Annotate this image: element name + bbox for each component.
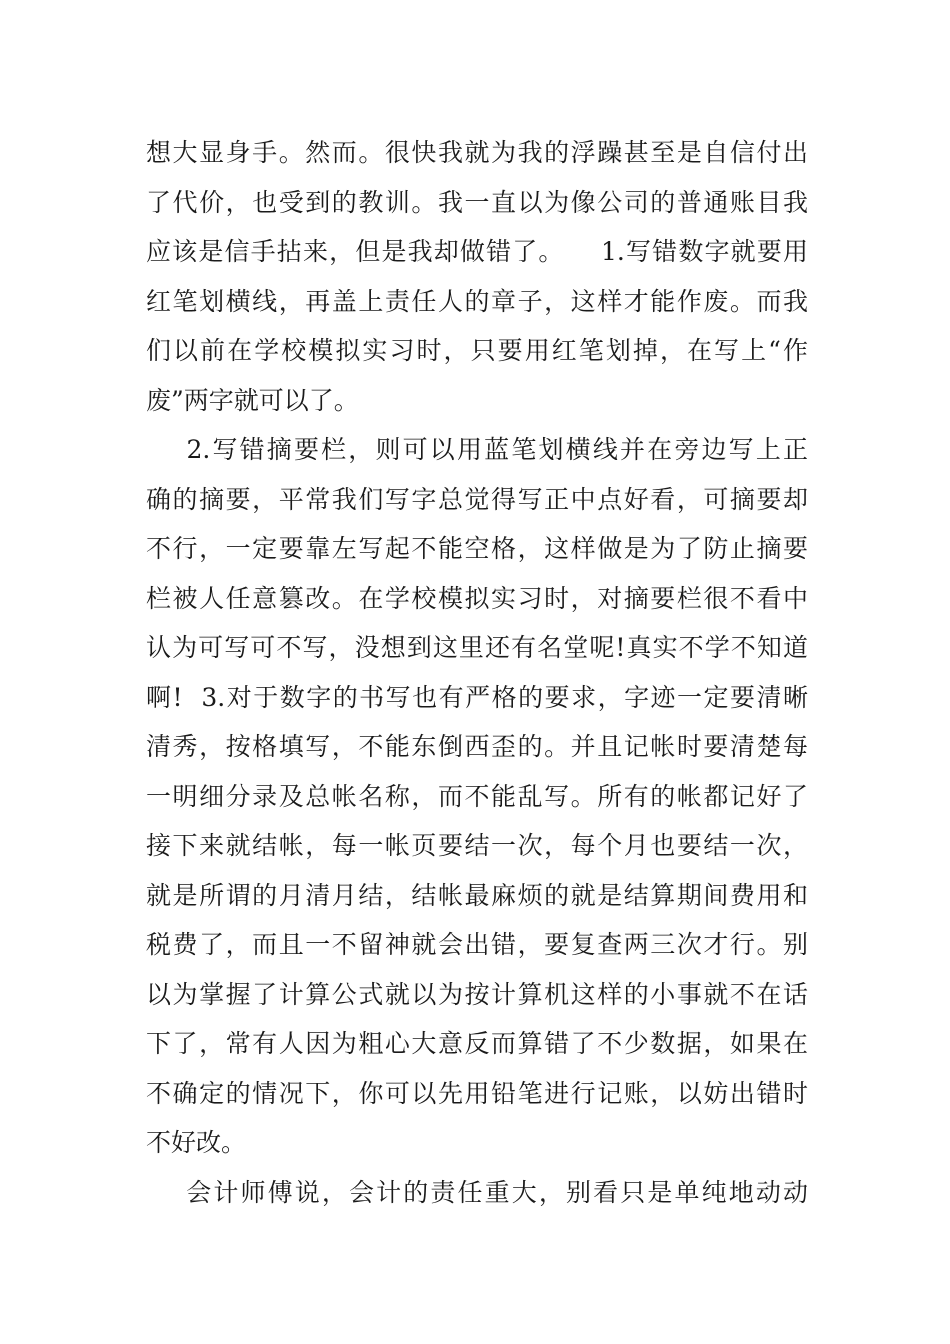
text-line: 们以前在学校模拟实习时，只要用红笔划掉，在写上“作 bbox=[146, 336, 808, 365]
text-line: 2.写错摘要栏，则可以用蓝笔划横线并在旁边写上正 bbox=[146, 435, 808, 464]
text-line: 会计师傅说，会计的责任重大，别看只是单纯地动动 bbox=[146, 1177, 808, 1207]
text-line: 想大显身手。然而。很快我就为我的浮躁甚至是自信付出 bbox=[146, 138, 808, 167]
text-line: 不行，一定要靠左写起不能空格，这样做是为了防止摘要 bbox=[146, 534, 808, 563]
text-line: 不确定的情况下，你可以先用铅笔进行记账，以妨出错时 bbox=[146, 1078, 808, 1108]
text-line: 不好改。 bbox=[146, 1128, 247, 1157]
text-line: 栏被人任意篡改。在学校模拟实习时，对摘要栏很不看中 bbox=[146, 583, 808, 613]
text-line: 一明细分录及总帐名称，而不能乱写。所有的帐都记好了 bbox=[146, 781, 808, 811]
text-line: 废”两字就可以了。 bbox=[146, 385, 359, 415]
text-line: 了代价，也受到的教训。我一直以为像公司的普通账目我 bbox=[146, 187, 808, 217]
text-line: 以为掌握了计算公式就以为按计算机这样的小事就不在话 bbox=[146, 979, 808, 1009]
text-line: 认为可写可不写，没想到这里还有名堂呢!真实不学不知道 bbox=[146, 633, 808, 662]
text-line: 接下来就结帐，每一帐页要结一次，每个月也要结一次， bbox=[146, 831, 808, 860]
text-line: 确的摘要，平常我们写字总觉得写正中点好看，可摘要却 bbox=[146, 484, 808, 514]
text-line: 应该是信手拈来，但是我却做错了。 1.写错数字就要用 bbox=[146, 237, 808, 266]
text-line: 就是所谓的月清月结，结帐最麻烦的就是结算期间费用和 bbox=[146, 880, 808, 910]
text-line: 啊! 3.对于数字的书写也有严格的要求，字迹一定要清晰 bbox=[146, 682, 808, 712]
body-text bbox=[146, 128, 808, 1217]
text-line: 下了，常有人因为粗心大意反而算错了不少数据，如果在 bbox=[146, 1029, 808, 1058]
text-line: 清秀，按格填写，不能东倒西歪的。并且记帐时要清楚每 bbox=[146, 732, 808, 761]
text-line: 红笔划横线，再盖上责任人的章子，这样才能作废。而我 bbox=[146, 286, 808, 316]
text-line: 税费了，而且一不留神就会出错，要复查两三次才行。别 bbox=[146, 930, 808, 959]
